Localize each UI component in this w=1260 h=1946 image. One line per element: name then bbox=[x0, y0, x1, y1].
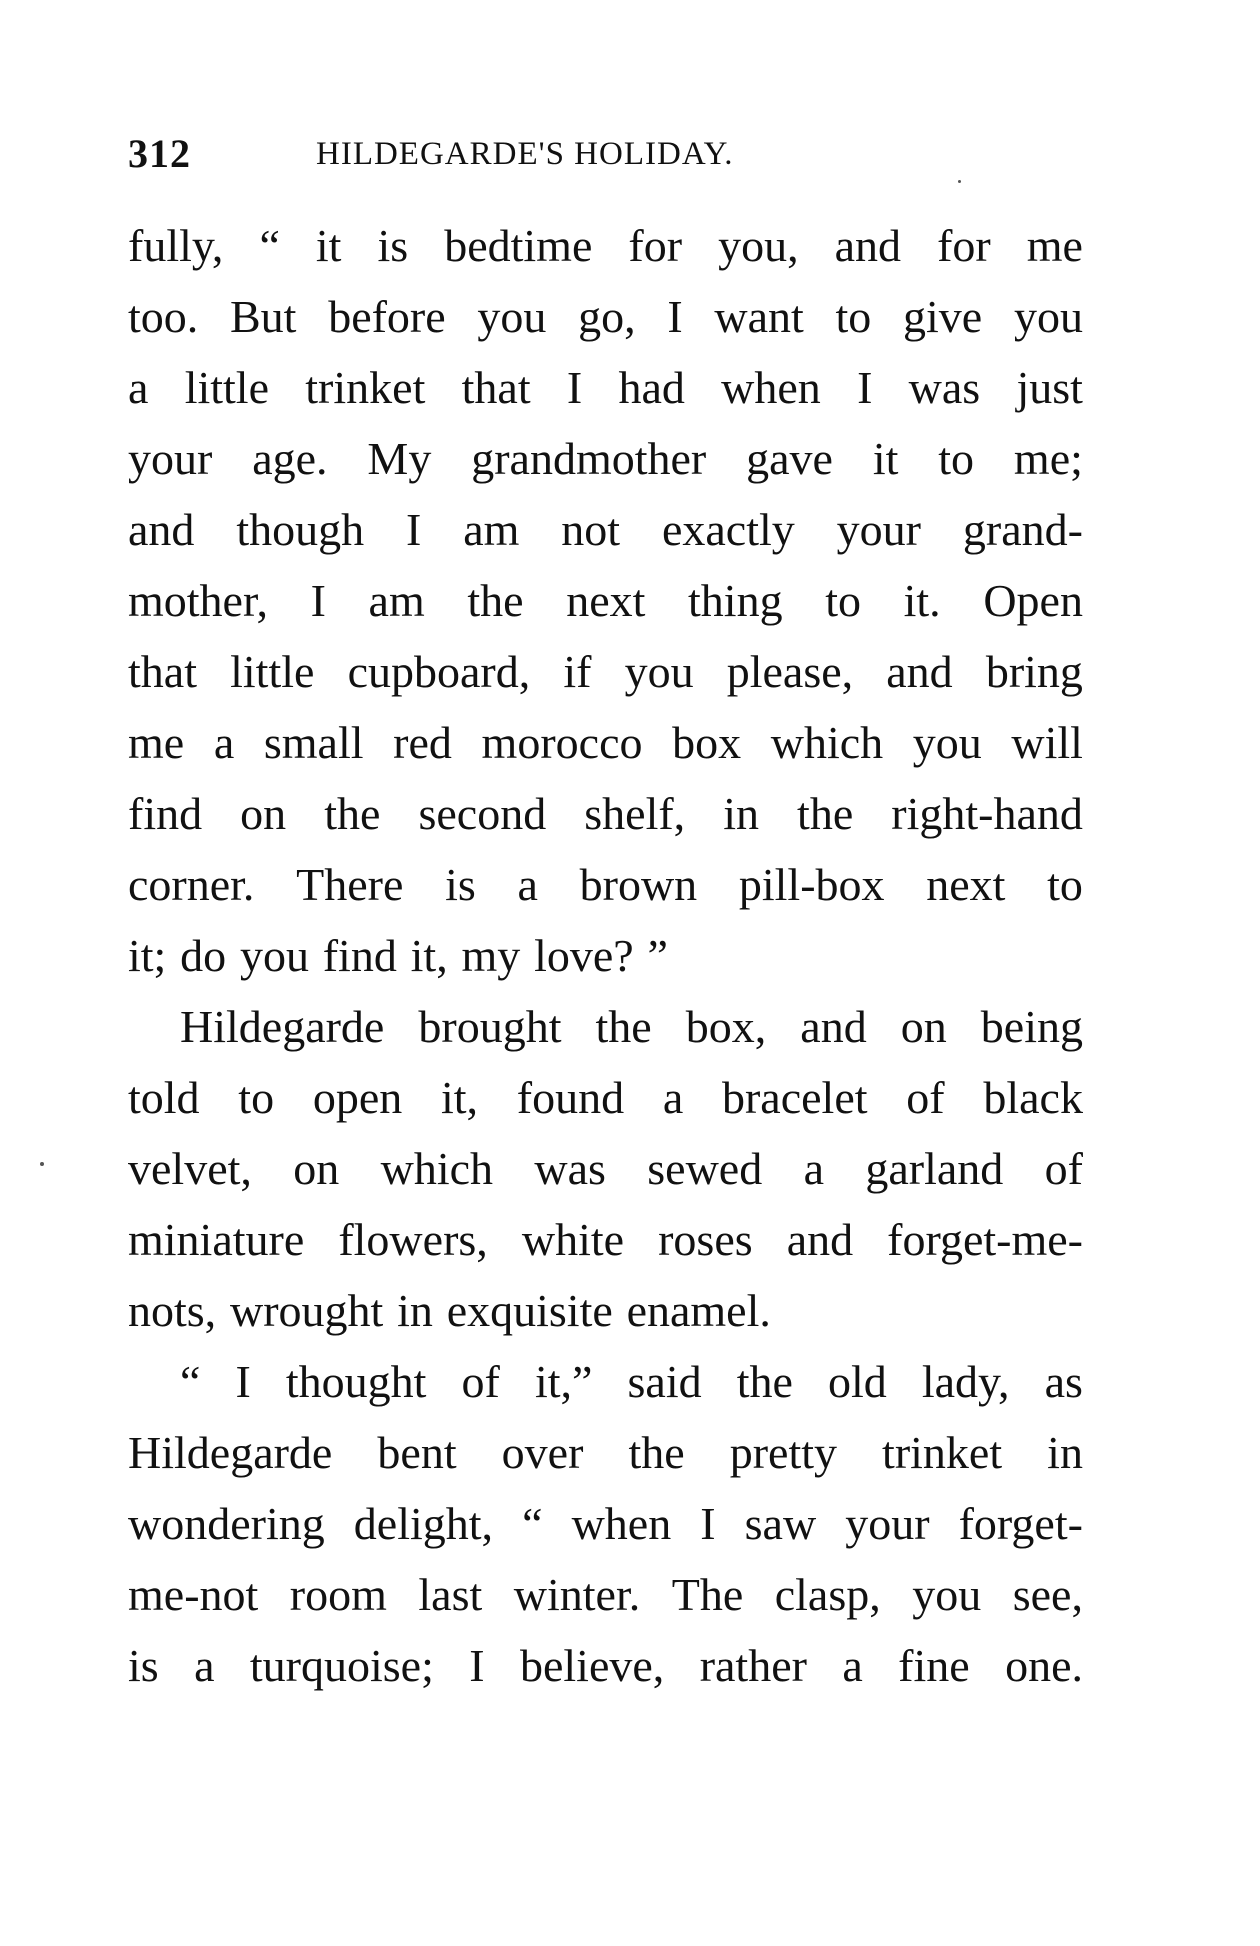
word: believe, bbox=[519, 1640, 665, 1691]
word: and bbox=[834, 220, 902, 271]
word: a bbox=[517, 859, 538, 910]
word: was bbox=[534, 1143, 606, 1194]
word: the bbox=[628, 1427, 685, 1478]
word: am bbox=[463, 504, 520, 555]
word: and bbox=[886, 646, 953, 697]
word: want bbox=[714, 291, 804, 342]
word: and bbox=[800, 1001, 867, 1052]
text-line bbox=[128, 1133, 1083, 1204]
word: a bbox=[213, 717, 235, 768]
word: wondering bbox=[128, 1498, 325, 1549]
word: being bbox=[980, 1001, 1083, 1052]
word: not bbox=[561, 504, 621, 555]
word: saw bbox=[744, 1498, 817, 1549]
word: you bbox=[477, 291, 547, 342]
word: nots, bbox=[128, 1285, 217, 1336]
word: the bbox=[797, 788, 854, 839]
word: corner. bbox=[128, 859, 255, 910]
word: last bbox=[418, 1569, 483, 1620]
paper-speck bbox=[958, 180, 961, 183]
text-line bbox=[128, 1630, 1083, 1701]
word: bring bbox=[985, 646, 1083, 697]
word: that bbox=[461, 362, 531, 413]
word: give bbox=[903, 291, 983, 342]
word: in bbox=[397, 1285, 433, 1336]
word: I bbox=[700, 1498, 716, 1549]
word: it,” bbox=[534, 1356, 593, 1407]
word: which bbox=[380, 1143, 494, 1194]
word: you bbox=[912, 1569, 982, 1620]
text-line bbox=[128, 1488, 1083, 1559]
word: the bbox=[595, 1001, 652, 1052]
word: when bbox=[571, 1498, 672, 1549]
word: Open bbox=[983, 575, 1083, 626]
word: is bbox=[377, 220, 409, 271]
word: black bbox=[983, 1072, 1083, 1123]
word: velvet, bbox=[128, 1143, 252, 1194]
word: pretty bbox=[729, 1427, 837, 1478]
word: old bbox=[827, 1356, 887, 1407]
word: though bbox=[236, 504, 365, 555]
running-title: HILDEGARDE'S HOLIDAY. bbox=[316, 136, 734, 172]
word: brown bbox=[579, 859, 698, 910]
word: in bbox=[723, 788, 759, 839]
word: the bbox=[736, 1356, 793, 1407]
word: room bbox=[289, 1569, 387, 1620]
word: lady, bbox=[921, 1356, 1010, 1407]
body-text bbox=[128, 210, 1083, 1701]
word: gave bbox=[746, 433, 833, 484]
word: a bbox=[842, 1640, 863, 1691]
word: second bbox=[418, 788, 547, 839]
text-line bbox=[128, 352, 1083, 423]
word: next bbox=[926, 859, 1006, 910]
word: and bbox=[786, 1214, 854, 1265]
word: a bbox=[194, 1640, 215, 1691]
text-line bbox=[128, 991, 1083, 1062]
word: white bbox=[521, 1214, 625, 1265]
word: me; bbox=[1013, 433, 1083, 484]
word: go, bbox=[578, 291, 636, 342]
word: fully, bbox=[128, 220, 224, 271]
word: is bbox=[128, 1640, 159, 1691]
word: love? bbox=[534, 930, 634, 981]
word: please, bbox=[726, 646, 854, 697]
text-line bbox=[128, 281, 1083, 352]
word: exquisite bbox=[446, 1285, 613, 1336]
word: it, bbox=[440, 1072, 479, 1123]
word: to bbox=[238, 1072, 275, 1123]
word: But bbox=[230, 291, 297, 342]
word: you, bbox=[718, 220, 799, 271]
word: in bbox=[1047, 1427, 1083, 1478]
word: over bbox=[501, 1427, 584, 1478]
word: “ bbox=[522, 1498, 543, 1549]
word: find bbox=[128, 788, 203, 839]
word: next bbox=[566, 575, 646, 626]
paper-speck bbox=[40, 1162, 44, 1166]
text-line bbox=[128, 565, 1083, 636]
text-line bbox=[128, 494, 1083, 565]
word: exactly bbox=[661, 504, 795, 555]
word: your bbox=[128, 433, 213, 484]
word: fine bbox=[898, 1640, 970, 1691]
text-line bbox=[128, 1559, 1083, 1630]
word: on bbox=[293, 1143, 340, 1194]
word: me bbox=[128, 717, 185, 768]
word: winter. bbox=[513, 1569, 641, 1620]
word: box bbox=[672, 717, 742, 768]
word: on bbox=[240, 788, 287, 839]
word: told bbox=[128, 1072, 200, 1123]
word: right-hand bbox=[891, 788, 1083, 839]
word: The bbox=[671, 1569, 744, 1620]
word: thought bbox=[285, 1356, 427, 1407]
word: as bbox=[1044, 1356, 1083, 1407]
word: it, bbox=[410, 930, 448, 981]
word: to bbox=[1047, 859, 1083, 910]
word: forget-me- bbox=[887, 1214, 1083, 1265]
word: My bbox=[367, 433, 432, 484]
word: I bbox=[235, 1356, 251, 1407]
word: too. bbox=[128, 291, 199, 342]
word: of bbox=[461, 1356, 500, 1407]
word: my bbox=[461, 930, 521, 981]
word: if bbox=[563, 646, 592, 697]
word: brought bbox=[418, 1001, 562, 1052]
text-line bbox=[128, 778, 1083, 849]
word: Hildegarde bbox=[180, 1001, 385, 1052]
word: turquoise; bbox=[249, 1640, 434, 1691]
word: small bbox=[263, 717, 364, 768]
word: cupboard, bbox=[347, 646, 531, 697]
word: had bbox=[618, 362, 685, 413]
word: am bbox=[368, 575, 425, 626]
word: roses bbox=[658, 1214, 753, 1265]
word: bedtime bbox=[444, 220, 593, 271]
text-line bbox=[128, 1417, 1083, 1488]
word: mother, bbox=[128, 575, 268, 626]
word: miniature bbox=[128, 1214, 305, 1265]
word: forget- bbox=[958, 1498, 1083, 1549]
word: do bbox=[180, 930, 227, 981]
text-line bbox=[128, 707, 1083, 778]
text-line bbox=[128, 849, 1083, 920]
word: is bbox=[445, 859, 476, 910]
word: I bbox=[310, 575, 326, 626]
word: thing bbox=[688, 575, 783, 626]
word: I bbox=[857, 362, 873, 413]
word: it; bbox=[128, 930, 167, 981]
word: just bbox=[1016, 362, 1083, 413]
word: grand- bbox=[962, 504, 1083, 555]
word: to bbox=[938, 433, 975, 484]
word: for bbox=[937, 220, 991, 271]
word: one. bbox=[1005, 1640, 1083, 1691]
word: flowers, bbox=[338, 1214, 488, 1265]
word: on bbox=[900, 1001, 947, 1052]
word: a bbox=[128, 362, 149, 413]
word: bent bbox=[377, 1427, 457, 1478]
word: you bbox=[1013, 291, 1083, 342]
text-line bbox=[128, 1204, 1083, 1275]
word: you bbox=[239, 930, 309, 981]
word: open bbox=[312, 1072, 403, 1123]
word: it bbox=[872, 433, 899, 484]
word: was bbox=[908, 362, 981, 413]
word: I bbox=[566, 362, 583, 413]
word: I bbox=[469, 1640, 485, 1691]
word: There bbox=[296, 859, 404, 910]
word: your bbox=[836, 504, 921, 555]
running-head bbox=[128, 130, 1088, 180]
word: a bbox=[803, 1143, 824, 1194]
word: age. bbox=[252, 433, 328, 484]
text-line bbox=[128, 636, 1083, 707]
word: trinket bbox=[305, 362, 426, 413]
word: found bbox=[516, 1072, 625, 1123]
word: shelf, bbox=[584, 788, 686, 839]
word: you bbox=[624, 646, 694, 697]
word: will bbox=[1011, 717, 1083, 768]
word: ” bbox=[647, 930, 668, 981]
word: wrought bbox=[229, 1285, 384, 1336]
word: Hildegarde bbox=[128, 1427, 333, 1478]
word: grandmother bbox=[471, 433, 707, 484]
word: before bbox=[328, 291, 446, 342]
word: see, bbox=[1012, 1569, 1083, 1620]
word: “ bbox=[180, 1356, 201, 1407]
text-line bbox=[128, 920, 1083, 991]
word: of bbox=[906, 1072, 945, 1123]
word: for bbox=[628, 220, 683, 271]
text-line bbox=[128, 1346, 1083, 1417]
word: and bbox=[128, 504, 195, 555]
word: clasp, bbox=[774, 1569, 881, 1620]
word: of bbox=[1044, 1143, 1083, 1194]
text-line bbox=[128, 423, 1083, 494]
word: when bbox=[721, 362, 821, 413]
word: you bbox=[912, 717, 982, 768]
word: your bbox=[845, 1498, 930, 1549]
word: I bbox=[405, 504, 422, 555]
word: little bbox=[184, 362, 270, 413]
word: me bbox=[1026, 220, 1083, 271]
text-line bbox=[128, 1062, 1083, 1133]
word: box, bbox=[685, 1001, 767, 1052]
word: sewed bbox=[647, 1143, 763, 1194]
word: little bbox=[230, 646, 315, 697]
word: garland bbox=[865, 1143, 1004, 1194]
word: the bbox=[324, 788, 381, 839]
word: to bbox=[825, 575, 861, 626]
word: rather bbox=[699, 1640, 807, 1691]
word: trinket bbox=[882, 1427, 1003, 1478]
word: “ bbox=[259, 220, 280, 271]
word: delight, bbox=[353, 1498, 494, 1549]
word: me-not bbox=[128, 1569, 259, 1620]
word: find bbox=[322, 930, 397, 981]
word: to bbox=[835, 291, 872, 342]
word: bracelet bbox=[721, 1072, 868, 1123]
word: I bbox=[667, 291, 683, 342]
word: said bbox=[627, 1356, 702, 1407]
page-number: 312 bbox=[128, 131, 191, 176]
word: morocco bbox=[481, 717, 643, 768]
text-line bbox=[128, 210, 1083, 281]
word: red bbox=[393, 717, 452, 768]
word: pill-box bbox=[738, 859, 885, 910]
text-line bbox=[128, 1275, 1083, 1346]
word: which bbox=[770, 717, 884, 768]
word: that bbox=[128, 646, 197, 697]
word: it. bbox=[903, 575, 941, 626]
word: enamel. bbox=[626, 1285, 771, 1336]
word: a bbox=[662, 1072, 684, 1123]
word: the bbox=[467, 575, 524, 626]
word: it bbox=[315, 220, 342, 271]
